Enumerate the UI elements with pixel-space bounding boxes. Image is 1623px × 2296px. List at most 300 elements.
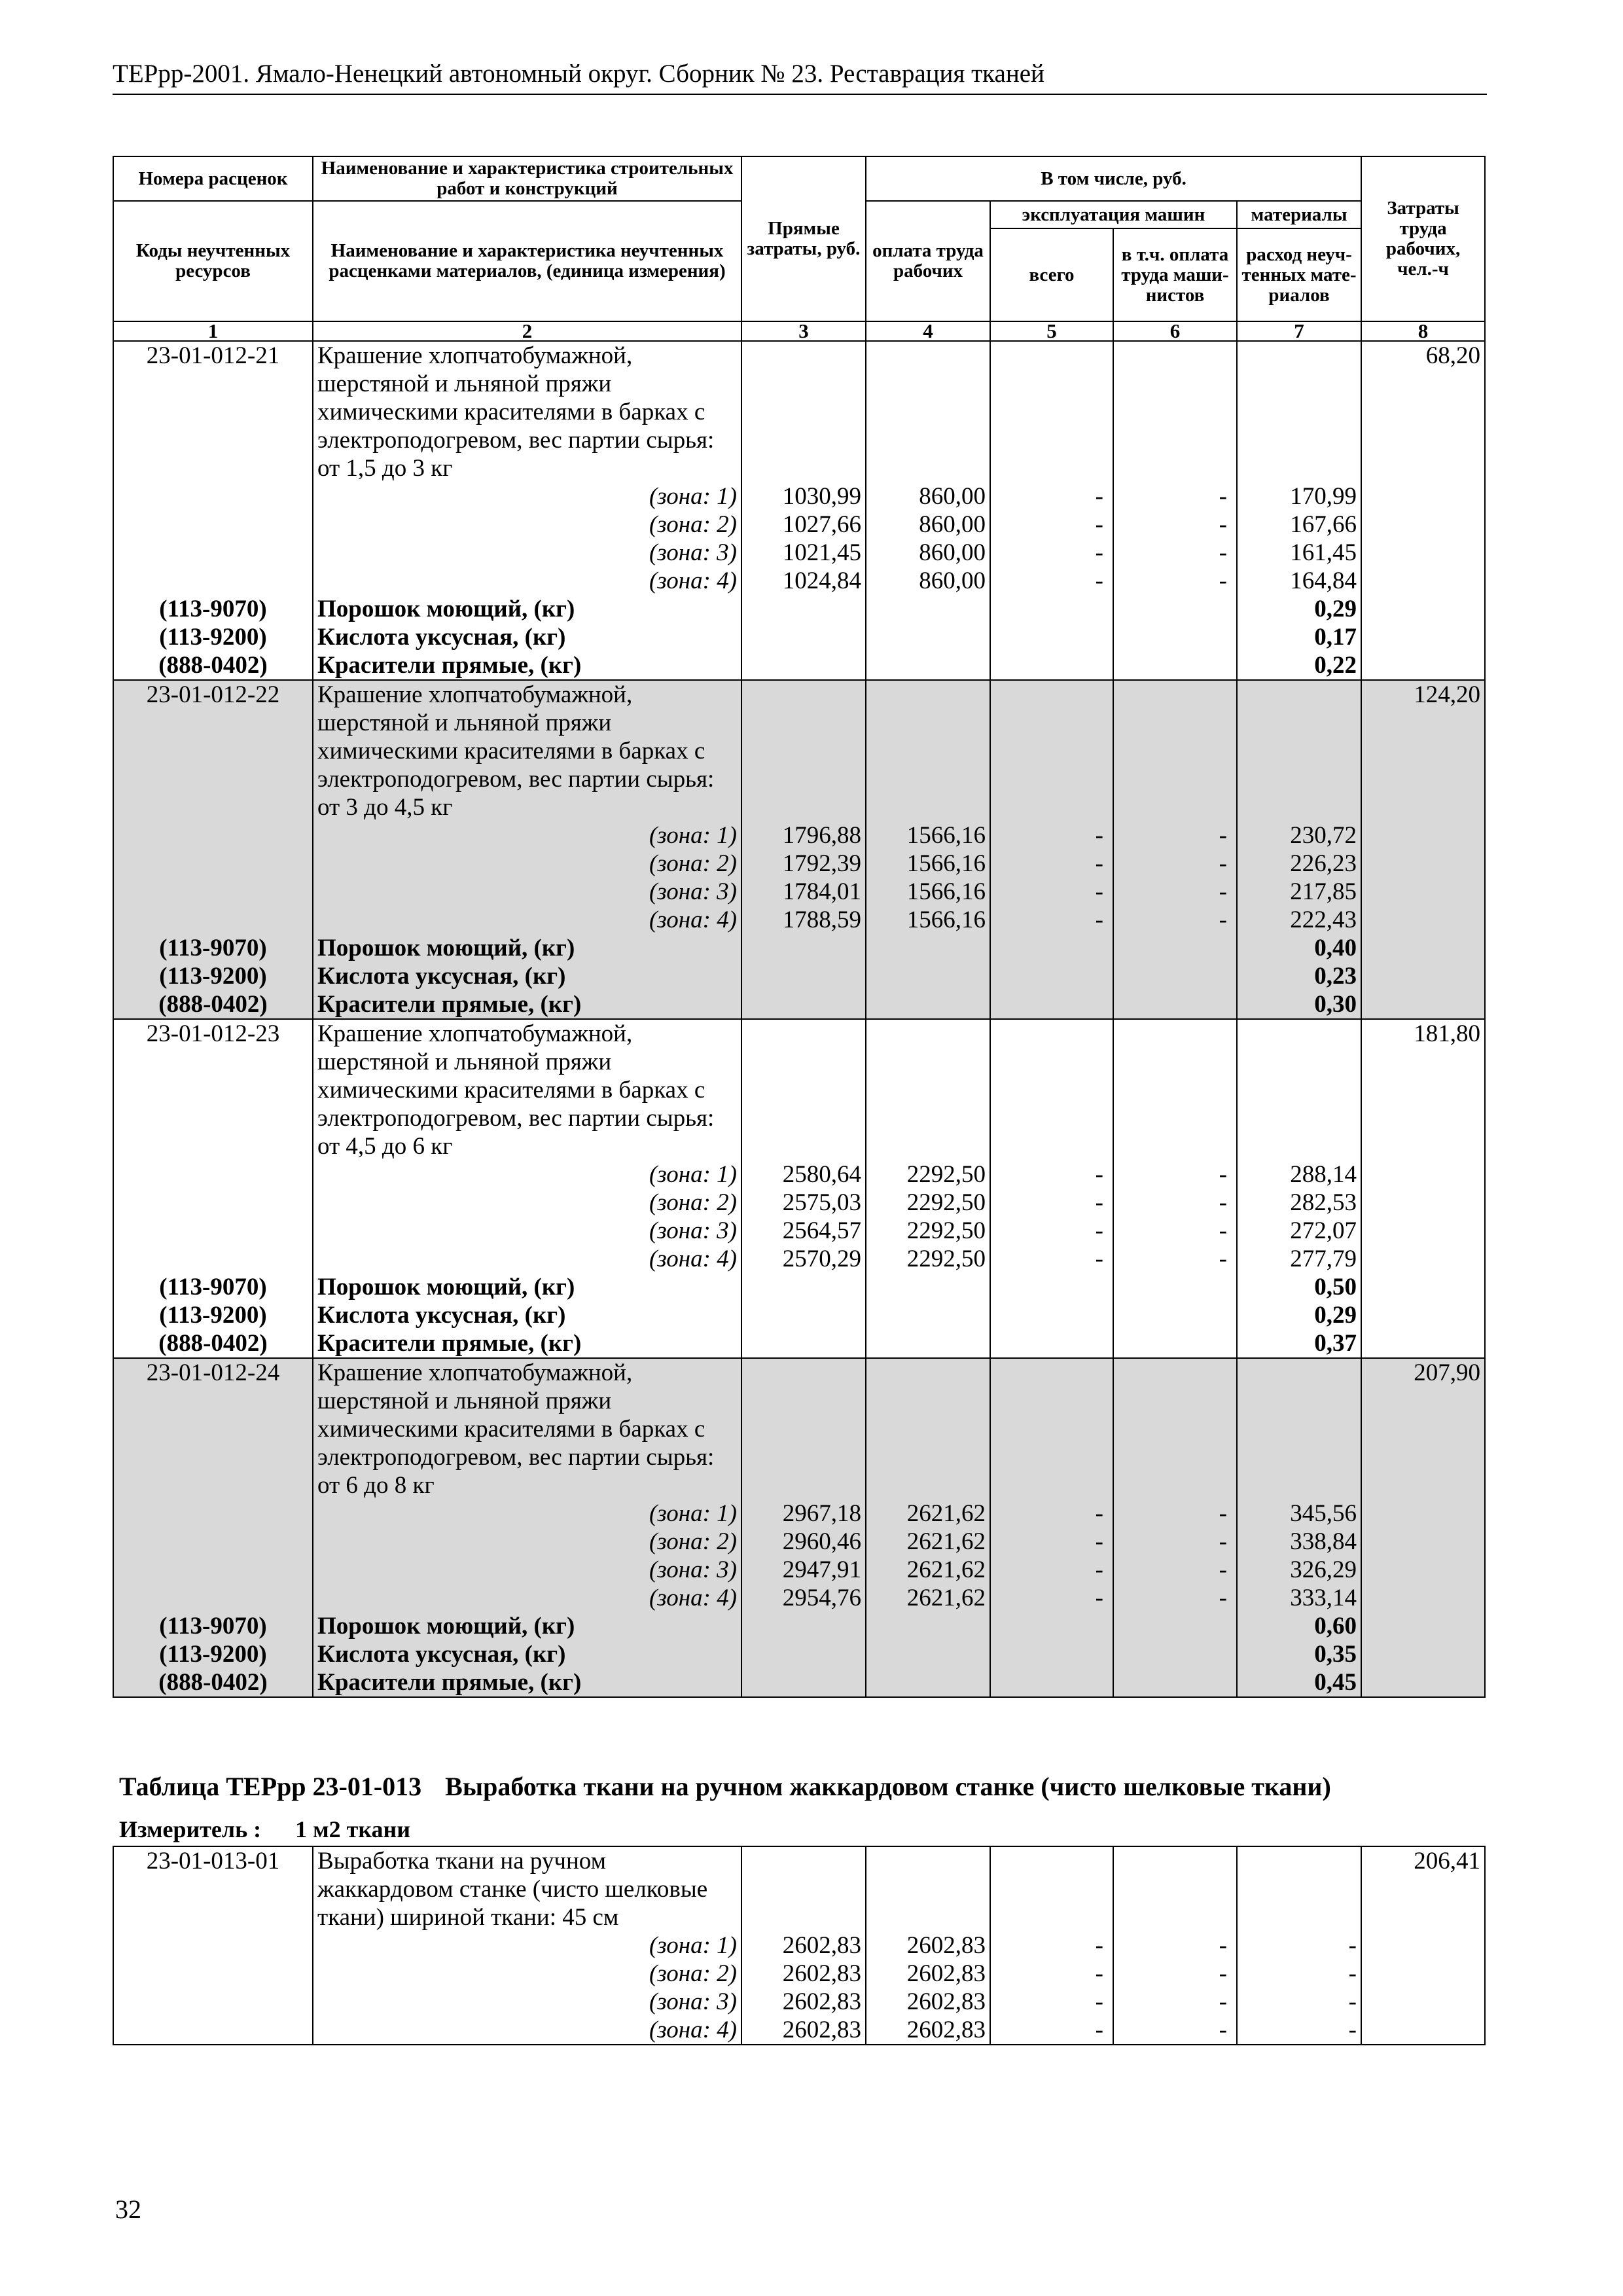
material-name: Кислота уксусная, (кг) xyxy=(313,1640,741,1668)
labor-costs: 124,20 xyxy=(1361,680,1485,709)
rate-code: 23-01-012-24 xyxy=(113,1358,313,1387)
empty-cell xyxy=(990,1471,1113,1499)
empty-cell xyxy=(113,1132,313,1160)
materials-cost: 170,99 xyxy=(1237,482,1361,511)
empty-cell xyxy=(1361,765,1485,793)
machinist-wage: - xyxy=(1113,1931,1237,1960)
empty-cell xyxy=(113,1528,313,1556)
direct-costs: 2602,83 xyxy=(741,1988,866,2016)
worker-wage: 2292,50 xyxy=(866,1160,990,1189)
col-number: 4 xyxy=(866,321,990,341)
empty-cell xyxy=(1361,1903,1485,1931)
empty-cell xyxy=(866,1104,990,1132)
empty-cell xyxy=(741,1471,866,1499)
empty-cell xyxy=(113,1217,313,1245)
empty-cell xyxy=(990,1132,1113,1160)
empty-cell xyxy=(1361,1415,1485,1443)
page-number: 32 xyxy=(115,2195,141,2224)
zone-label: (зона: 4) xyxy=(313,906,741,934)
empty-cell xyxy=(990,1668,1113,1697)
machinist-wage: - xyxy=(1113,511,1237,539)
empty-cell xyxy=(1237,1875,1361,1903)
machinist-wage: - xyxy=(1113,906,1237,934)
rate-description: ткани) шириной ткани: 45 см xyxy=(313,1903,741,1931)
zone-label: (зона: 1) xyxy=(313,1931,741,1960)
material-quantity: 0,40 xyxy=(1237,934,1361,962)
empty-cell xyxy=(1113,651,1237,680)
empty-cell xyxy=(113,1499,313,1528)
empty-cell xyxy=(1113,1387,1237,1415)
direct-costs: 2947,91 xyxy=(741,1556,866,1584)
measure-unit xyxy=(119,1816,410,1843)
empty-cell xyxy=(866,1019,990,1048)
empty-cell xyxy=(866,1273,990,1301)
empty-cell xyxy=(866,1358,990,1387)
empty-cell xyxy=(990,1019,1113,1048)
empty-cell xyxy=(741,341,866,370)
machines-total: - xyxy=(990,906,1113,934)
header-machinist-wage: в т.ч. оплата труда маши-нистов xyxy=(1113,228,1237,321)
table-row xyxy=(113,1584,1485,1612)
empty-cell xyxy=(990,595,1113,623)
empty-cell xyxy=(1113,1019,1237,1048)
material-name: Порошок моющий, (кг) xyxy=(313,1273,741,1301)
zone-label: (зона: 3) xyxy=(313,878,741,906)
table-row xyxy=(113,1612,1485,1640)
worker-wage: 2621,62 xyxy=(866,1499,990,1528)
machines-total: - xyxy=(990,1988,1113,2016)
empty-cell xyxy=(1113,1076,1237,1104)
direct-costs: 1796,88 xyxy=(741,821,866,850)
empty-cell xyxy=(866,765,990,793)
rate-description: жаккардовом станке (чисто шелковые xyxy=(313,1875,741,1903)
materials-cost: 167,66 xyxy=(1237,511,1361,539)
empty-cell xyxy=(1237,737,1361,765)
machinist-wage: - xyxy=(1113,878,1237,906)
rate-description: химическими красителями в барках с xyxy=(313,1076,741,1104)
empty-cell xyxy=(1113,623,1237,651)
machinist-wage: - xyxy=(1113,1189,1237,1217)
material-quantity: 0,50 xyxy=(1237,1273,1361,1301)
empty-cell xyxy=(113,850,313,878)
material-name: Кислота уксусная, (кг) xyxy=(313,1301,741,1329)
machinist-wage: - xyxy=(1113,1245,1237,1273)
empty-cell xyxy=(866,398,990,426)
col-number: 3 xyxy=(741,321,866,341)
empty-cell xyxy=(1113,1612,1237,1640)
empty-cell xyxy=(866,341,990,370)
empty-cell xyxy=(113,765,313,793)
empty-cell xyxy=(741,737,866,765)
labor-costs: 207,90 xyxy=(1361,1358,1485,1387)
empty-cell xyxy=(990,623,1113,651)
machines-total: - xyxy=(990,1160,1113,1189)
rate-description: от 6 до 8 кг xyxy=(313,1471,741,1499)
empty-cell xyxy=(1361,1076,1485,1104)
materials-cost: - xyxy=(1237,1960,1361,1988)
table-row xyxy=(113,1273,1485,1301)
empty-cell xyxy=(1361,1988,1485,2016)
table-row xyxy=(113,1217,1485,1245)
table-row xyxy=(113,990,1485,1019)
table-row xyxy=(113,1988,1485,2016)
direct-costs: 1021,45 xyxy=(741,539,866,567)
col-number: 7 xyxy=(1237,321,1361,341)
table-row xyxy=(113,1132,1485,1160)
resource-code: (113-9200) xyxy=(113,1640,313,1668)
table-row xyxy=(113,850,1485,878)
table-row xyxy=(113,709,1485,737)
empty-cell xyxy=(741,1903,866,1931)
empty-cell xyxy=(1361,793,1485,821)
zone-label: (зона: 1) xyxy=(313,482,741,511)
material-name: Красители прямые, (кг) xyxy=(313,651,741,680)
machines-total: - xyxy=(990,821,1113,850)
empty-cell xyxy=(1113,341,1237,370)
empty-cell xyxy=(1237,1358,1361,1387)
machines-total: - xyxy=(990,850,1113,878)
materials-cost: 282,53 xyxy=(1237,1189,1361,1217)
empty-cell xyxy=(113,793,313,821)
empty-cell xyxy=(1237,1443,1361,1471)
empty-cell xyxy=(1361,850,1485,878)
worker-wage: 1566,16 xyxy=(866,850,990,878)
table-caption xyxy=(119,1771,1331,1802)
empty-cell xyxy=(990,1875,1113,1903)
empty-cell xyxy=(1361,878,1485,906)
empty-cell xyxy=(990,651,1113,680)
empty-cell xyxy=(113,2016,313,2045)
empty-cell xyxy=(1361,1217,1485,1245)
machines-total: - xyxy=(990,1245,1113,1273)
direct-costs: 1030,99 xyxy=(741,482,866,511)
empty-cell xyxy=(113,1556,313,1584)
table-row xyxy=(113,1189,1485,1217)
rates-table xyxy=(113,156,1486,1698)
empty-cell xyxy=(1113,1668,1237,1697)
worker-wage: 1566,16 xyxy=(866,906,990,934)
zone-label: (зона: 1) xyxy=(313,821,741,850)
empty-cell xyxy=(990,454,1113,482)
empty-cell xyxy=(866,1329,990,1358)
empty-cell xyxy=(1113,595,1237,623)
empty-cell xyxy=(741,765,866,793)
worker-wage: 860,00 xyxy=(866,539,990,567)
table-row xyxy=(113,539,1485,567)
empty-cell xyxy=(1237,370,1361,398)
empty-cell xyxy=(113,1076,313,1104)
materials-cost: 161,45 xyxy=(1237,539,1361,567)
empty-cell xyxy=(113,1189,313,1217)
direct-costs: 2575,03 xyxy=(741,1189,866,1217)
empty-cell xyxy=(741,595,866,623)
empty-cell xyxy=(113,370,313,398)
empty-cell xyxy=(113,906,313,934)
empty-cell xyxy=(990,1387,1113,1415)
materials-cost: - xyxy=(1237,1988,1361,2016)
material-name: Порошок моющий, (кг) xyxy=(313,934,741,962)
machinist-wage: - xyxy=(1113,1960,1237,1988)
materials-cost: 326,29 xyxy=(1237,1556,1361,1584)
table-row xyxy=(113,906,1485,934)
running-header: ТЕРрр-2001. Ямало-Ненецкий автономный округ. Сборник № 23. Реставрация тканей xyxy=(113,60,1487,95)
table-row xyxy=(113,1556,1485,1584)
empty-cell xyxy=(866,990,990,1019)
empty-cell xyxy=(113,1875,313,1903)
direct-costs: 1027,66 xyxy=(741,511,866,539)
worker-wage: 2602,83 xyxy=(866,1931,990,1960)
direct-costs: 2570,29 xyxy=(741,1245,866,1273)
zone-label: (зона: 2) xyxy=(313,1528,741,1556)
empty-cell xyxy=(990,1329,1113,1358)
empty-cell xyxy=(1237,1104,1361,1132)
table-row xyxy=(113,1903,1485,1931)
empty-cell xyxy=(866,1387,990,1415)
rate-section xyxy=(113,1846,1485,2045)
empty-cell xyxy=(1361,567,1485,595)
table-row xyxy=(113,426,1485,454)
materials-cost: 338,84 xyxy=(1237,1528,1361,1556)
materials-cost: - xyxy=(1237,2016,1361,2045)
empty-cell xyxy=(990,765,1113,793)
empty-cell xyxy=(741,934,866,962)
empty-cell xyxy=(741,1329,866,1358)
worker-wage: 2621,62 xyxy=(866,1556,990,1584)
empty-cell xyxy=(990,934,1113,962)
table-row xyxy=(113,454,1485,482)
empty-cell xyxy=(1361,511,1485,539)
materials-cost: 333,14 xyxy=(1237,1584,1361,1612)
material-quantity: 0,29 xyxy=(1237,595,1361,623)
empty-cell xyxy=(741,454,866,482)
empty-cell xyxy=(1237,1019,1361,1048)
empty-cell xyxy=(1361,1189,1485,1217)
direct-costs: 1788,59 xyxy=(741,906,866,934)
empty-cell xyxy=(866,962,990,990)
rate-description: Крашение хлопчатобумажной, xyxy=(313,341,741,370)
table-row xyxy=(113,1668,1485,1697)
direct-costs: 2580,64 xyxy=(741,1160,866,1189)
empty-cell xyxy=(741,623,866,651)
machines-total: - xyxy=(990,878,1113,906)
empty-cell xyxy=(1361,651,1485,680)
empty-cell xyxy=(1113,709,1237,737)
empty-cell xyxy=(1237,398,1361,426)
empty-cell xyxy=(741,1301,866,1329)
empty-cell xyxy=(1113,962,1237,990)
empty-cell xyxy=(990,1048,1113,1076)
table-row xyxy=(113,1640,1485,1668)
direct-costs: 2564,57 xyxy=(741,1217,866,1245)
empty-cell xyxy=(1237,1415,1361,1443)
empty-cell xyxy=(866,1076,990,1104)
table-row xyxy=(113,1528,1485,1556)
rate-code: 23-01-012-21 xyxy=(113,341,313,370)
worker-wage: 2621,62 xyxy=(866,1528,990,1556)
empty-cell xyxy=(1361,1132,1485,1160)
zone-label: (зона: 2) xyxy=(313,1189,741,1217)
zone-label: (зона: 4) xyxy=(313,567,741,595)
empty-cell xyxy=(990,1358,1113,1387)
material-quantity: 0,35 xyxy=(1237,1640,1361,1668)
empty-cell xyxy=(1113,370,1237,398)
empty-cell xyxy=(741,990,866,1019)
header-direct-costs: Прямые затраты, руб. xyxy=(741,156,866,321)
worker-wage: 2292,50 xyxy=(866,1217,990,1245)
col-number: 2 xyxy=(313,321,741,341)
table-row xyxy=(113,878,1485,906)
empty-cell xyxy=(1237,1132,1361,1160)
table-row xyxy=(113,765,1485,793)
empty-cell xyxy=(1361,539,1485,567)
empty-cell xyxy=(1113,765,1237,793)
empty-cell xyxy=(990,990,1113,1019)
empty-cell xyxy=(1237,1846,1361,1875)
table-header xyxy=(113,156,1485,341)
worker-wage: 2602,83 xyxy=(866,1988,990,2016)
machinist-wage: - xyxy=(1113,1988,1237,2016)
empty-cell xyxy=(990,709,1113,737)
empty-cell xyxy=(1113,1329,1237,1358)
empty-cell xyxy=(1113,454,1237,482)
resource-code: (113-9070) xyxy=(113,1273,313,1301)
direct-costs: 2960,46 xyxy=(741,1528,866,1556)
empty-cell xyxy=(990,737,1113,765)
empty-cell xyxy=(990,1846,1113,1875)
empty-cell xyxy=(1361,1875,1485,1903)
empty-cell xyxy=(1361,1245,1485,1273)
empty-cell xyxy=(741,1273,866,1301)
empty-cell xyxy=(741,1387,866,1415)
machinist-wage: - xyxy=(1113,1217,1237,1245)
material-name: Красители прямые, (кг) xyxy=(313,1668,741,1697)
material-quantity: 0,29 xyxy=(1237,1301,1361,1329)
zone-label: (зона: 2) xyxy=(313,511,741,539)
empty-cell xyxy=(866,793,990,821)
empty-cell xyxy=(990,1443,1113,1471)
empty-cell xyxy=(741,1076,866,1104)
empty-cell xyxy=(990,1612,1113,1640)
empty-cell xyxy=(1361,1612,1485,1640)
empty-cell xyxy=(866,1301,990,1329)
empty-cell xyxy=(990,1273,1113,1301)
empty-cell xyxy=(741,398,866,426)
zone-label: (зона: 1) xyxy=(313,1499,741,1528)
empty-cell xyxy=(1361,1528,1485,1556)
rate-description: шерстяной и льняной пряжи xyxy=(313,709,741,737)
empty-cell xyxy=(741,370,866,398)
direct-costs: 1784,01 xyxy=(741,878,866,906)
empty-cell xyxy=(1361,623,1485,651)
worker-wage: 860,00 xyxy=(866,567,990,595)
machines-total: - xyxy=(990,1528,1113,1556)
empty-cell xyxy=(741,709,866,737)
empty-cell xyxy=(741,1415,866,1443)
zone-label: (зона: 3) xyxy=(313,539,741,567)
header-resource-codes: Коды неучтенных ресурсов xyxy=(113,201,313,321)
empty-cell xyxy=(990,426,1113,454)
empty-cell xyxy=(866,680,990,709)
empty-cell xyxy=(866,737,990,765)
col-number: 5 xyxy=(990,321,1113,341)
machines-total: - xyxy=(990,1960,1113,1988)
empty-cell xyxy=(1237,1076,1361,1104)
empty-cell xyxy=(1361,1301,1485,1329)
empty-cell xyxy=(866,1048,990,1076)
material-name: Кислота уксусная, (кг) xyxy=(313,962,741,990)
machinist-wage: - xyxy=(1113,2016,1237,2045)
rate-description: химическими красителями в барках с xyxy=(313,1415,741,1443)
machinist-wage: - xyxy=(1113,821,1237,850)
rate-code: 23-01-012-22 xyxy=(113,680,313,709)
empty-cell xyxy=(1113,737,1237,765)
empty-cell xyxy=(990,1903,1113,1931)
direct-costs: 2967,18 xyxy=(741,1499,866,1528)
empty-cell xyxy=(1237,1903,1361,1931)
empty-cell xyxy=(1361,990,1485,1019)
materials-cost: 217,85 xyxy=(1237,878,1361,906)
empty-cell xyxy=(741,1875,866,1903)
material-quantity: 0,45 xyxy=(1237,1668,1361,1697)
resource-code: (113-9070) xyxy=(113,934,313,962)
col-number: 6 xyxy=(1113,321,1237,341)
empty-cell xyxy=(1361,1387,1485,1415)
empty-cell xyxy=(990,1076,1113,1104)
empty-cell xyxy=(866,1668,990,1697)
empty-cell xyxy=(741,426,866,454)
labor-costs: 206,41 xyxy=(1361,1846,1485,1875)
header-worker-wage: оплата труда рабочих xyxy=(866,201,990,321)
empty-cell xyxy=(1113,1132,1237,1160)
empty-cell xyxy=(1361,906,1485,934)
empty-cell xyxy=(113,1245,313,1273)
material-name: Порошок моющий, (кг) xyxy=(313,1612,741,1640)
rate-description: электроподогревом, вес партии сырья: xyxy=(313,1443,741,1471)
machinist-wage: - xyxy=(1113,539,1237,567)
table-row xyxy=(113,1499,1485,1528)
empty-cell xyxy=(1361,737,1485,765)
empty-cell xyxy=(113,1443,313,1471)
empty-cell xyxy=(1113,990,1237,1019)
empty-cell xyxy=(1361,482,1485,511)
empty-cell xyxy=(1113,793,1237,821)
rate-section xyxy=(113,1019,1485,1358)
resource-code: (113-9070) xyxy=(113,1612,313,1640)
materials-cost: 222,43 xyxy=(1237,906,1361,934)
col-number: 1 xyxy=(113,321,313,341)
machines-total: - xyxy=(990,1499,1113,1528)
empty-cell xyxy=(1361,1160,1485,1189)
empty-cell xyxy=(113,1988,313,2016)
empty-cell xyxy=(113,1471,313,1499)
empty-cell xyxy=(113,1387,313,1415)
table-row xyxy=(113,737,1485,765)
zone-label: (зона: 2) xyxy=(313,1960,741,1988)
empty-cell xyxy=(866,651,990,680)
direct-costs: 1024,84 xyxy=(741,567,866,595)
materials-cost: 164,84 xyxy=(1237,567,1361,595)
empty-cell xyxy=(866,595,990,623)
empty-cell xyxy=(1113,1443,1237,1471)
worker-wage: 860,00 xyxy=(866,482,990,511)
empty-cell xyxy=(1361,821,1485,850)
empty-cell xyxy=(1237,765,1361,793)
material-name: Красители прямые, (кг) xyxy=(313,990,741,1019)
col-number: 8 xyxy=(1361,321,1485,341)
direct-costs: 2602,83 xyxy=(741,2016,866,2045)
empty-cell xyxy=(866,1846,990,1875)
empty-cell xyxy=(1113,1301,1237,1329)
